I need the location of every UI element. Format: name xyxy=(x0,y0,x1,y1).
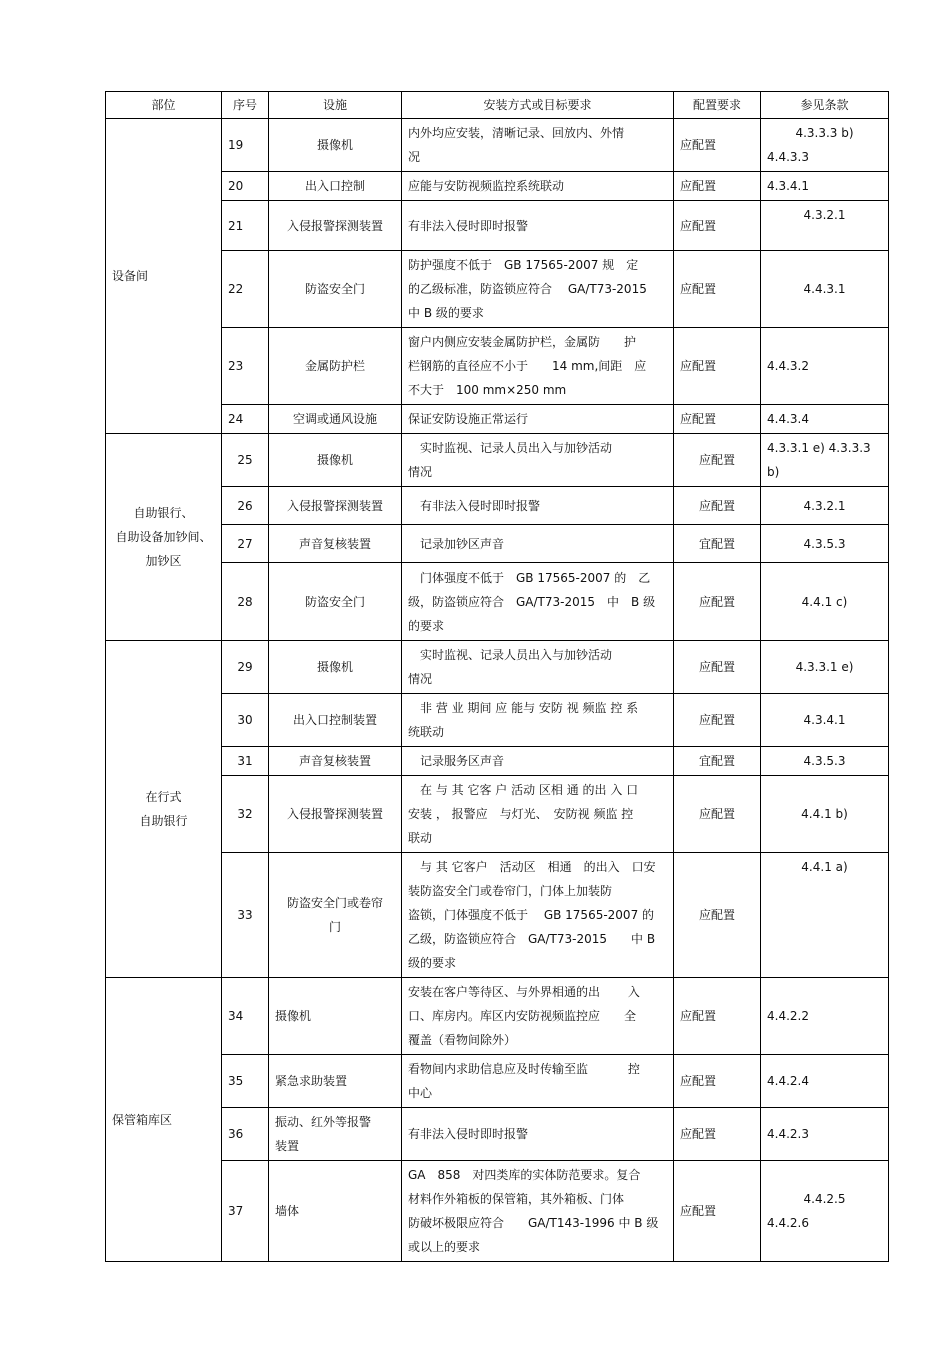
requirement-line: 情况 xyxy=(408,465,433,479)
requirement-line: 盗锁，门体强度不低于 GB 17565-2007 的 xyxy=(408,908,655,922)
requirement-line: 门体强度不低于 GB 17565-2007 的 乙 xyxy=(408,570,651,585)
facility-cell xyxy=(269,641,402,694)
reference-line: 4.4.3.3 xyxy=(767,150,809,164)
table-row xyxy=(106,119,889,172)
area-line: 自助银行、 xyxy=(133,506,194,520)
config-cell: 应配置 xyxy=(674,1161,761,1262)
facility-cell xyxy=(269,1055,402,1108)
requirement-line: 安装在客户等待区、与外界相通的出 入 xyxy=(408,985,640,999)
requirement-line: 的要求 xyxy=(408,618,445,633)
requirement-line: 看物间内求助信息应及时传输至监 控 xyxy=(408,1062,640,1076)
requirement-line: 不大于 100 mm×250 mm xyxy=(408,383,567,397)
reference-line: 4.4.1 b) xyxy=(801,807,848,821)
facility-cell xyxy=(269,776,402,853)
area-cell xyxy=(106,641,222,978)
requirement-line: 防护强度不低于 GB 17565-2007 规 定 xyxy=(408,258,639,272)
facility-line: 摄像机 xyxy=(316,138,353,152)
reference-cell xyxy=(761,853,889,978)
facility-line: 入侵报警探测装置 xyxy=(286,498,383,513)
number-cell: 33 xyxy=(222,853,269,978)
number-cell: 34 xyxy=(222,978,269,1055)
requirement-line: 覆盖（看物间除外） xyxy=(408,1033,517,1047)
area-cell: 保管箱库区 xyxy=(106,978,222,1262)
requirement-line: 与 其 它客户 活动区 相通 的出入 口安 xyxy=(408,860,656,874)
reference-line: 4.3.5.3 xyxy=(803,754,846,768)
reference-line: 4.3.2.1 xyxy=(803,208,846,222)
facility-cell xyxy=(269,1161,402,1262)
requirement-cell xyxy=(402,978,674,1055)
facility-cell xyxy=(269,487,402,525)
requirement-line: 中 B 级的要求 xyxy=(408,306,484,320)
number-cell: 23 xyxy=(222,328,269,405)
requirement-line: 级，防盗锁应符合 GA/T73-2015 中 B 级 xyxy=(408,594,656,609)
requirement-line: 或以上的要求 xyxy=(408,1240,481,1254)
reference-line: 4.3.3.1 e) xyxy=(795,660,854,674)
facility-cell xyxy=(269,201,402,251)
requirement-line: 乙级，防盗锁应符合 GA/T73-2015 中 B xyxy=(408,932,656,946)
table-row xyxy=(106,776,889,853)
reference-cell xyxy=(761,487,889,525)
facility-line: 防盗安全门或卷帘 xyxy=(286,896,383,910)
facility-cell xyxy=(269,405,402,434)
config-cell: 应配置 xyxy=(674,694,761,747)
reference-cell xyxy=(761,694,889,747)
facility-line: 声音复核装置 xyxy=(298,754,371,768)
config-cell: 应配置 xyxy=(674,1055,761,1108)
number-cell: 36 xyxy=(222,1108,269,1161)
header-reference: 参见条款 xyxy=(761,92,889,119)
facility-cell xyxy=(269,978,402,1055)
requirement-line: 的乙级标准，防盗锁应符合 GA/T73-2015 xyxy=(408,282,647,296)
requirement-cell xyxy=(402,487,674,525)
security-spec-table xyxy=(105,91,889,1262)
number-cell: 28 xyxy=(222,563,269,641)
facility-line: 墙体 xyxy=(275,1204,300,1218)
requirement-line: 实时监视、记录人员出入与加钞活动 xyxy=(408,648,613,662)
requirement-cell xyxy=(402,1055,674,1108)
reference-cell xyxy=(761,328,889,405)
number-cell: 26 xyxy=(222,487,269,525)
requirement-cell xyxy=(402,251,674,328)
reference-line: 4.4.2.5 xyxy=(803,1192,846,1206)
requirement-cell xyxy=(402,1161,674,1262)
table-row xyxy=(106,251,889,328)
facility-line: 入侵报警探测装置 xyxy=(286,218,383,233)
reference-cell xyxy=(761,201,889,251)
requirement-line: 栏钢筋的直径应不小于 14 mm,间距 应 xyxy=(408,359,647,373)
reference-cell xyxy=(761,978,889,1055)
table-row xyxy=(106,172,889,201)
table-row xyxy=(106,434,889,487)
requirement-line: 有非法入侵时即时报警 xyxy=(408,498,541,513)
requirement-line: 有非法入侵时即时报警 xyxy=(408,1127,529,1141)
table-row xyxy=(106,747,889,776)
config-cell: 应配置 xyxy=(674,251,761,328)
config-cell: 应配置 xyxy=(674,563,761,641)
requirement-cell xyxy=(402,405,674,434)
reference-cell xyxy=(761,172,889,201)
table-row xyxy=(106,487,889,525)
config-cell: 应配置 xyxy=(674,978,761,1055)
requirement-line: 应能与安防视频监控系统联动 xyxy=(408,179,565,193)
area-cell: 设备间 xyxy=(106,119,222,434)
table-row xyxy=(106,641,889,694)
config-cell: 应配置 xyxy=(674,405,761,434)
requirement-line: 内外均应安装，清晰记录、回放内、外情 xyxy=(408,126,625,140)
number-cell: 30 xyxy=(222,694,269,747)
requirement-line: 安装 ， 报警应 与灯光、 安防视 频监 控 xyxy=(408,807,634,821)
requirement-line: 材料作外箱板的保管箱，其外箱板、门体 xyxy=(408,1192,625,1206)
reference-cell xyxy=(761,1161,889,1262)
table-row xyxy=(106,694,889,747)
number-cell: 31 xyxy=(222,747,269,776)
reference-line: 4.3.4.1 xyxy=(803,713,846,727)
number-cell: 22 xyxy=(222,251,269,328)
reference-cell xyxy=(761,1108,889,1161)
facility-line: 门 xyxy=(328,920,341,934)
reference-line: 4.4.1 c) xyxy=(801,594,848,609)
config-cell: 应配置 xyxy=(674,641,761,694)
reference-cell xyxy=(761,563,889,641)
number-cell: 35 xyxy=(222,1055,269,1108)
facility-cell xyxy=(269,1108,402,1161)
config-cell: 应配置 xyxy=(674,201,761,251)
requirement-cell xyxy=(402,172,674,201)
facility-cell xyxy=(269,172,402,201)
requirement-line: 口、库房内。库区内安防视频监控应 全 xyxy=(408,1009,637,1023)
facility-cell xyxy=(269,694,402,747)
area-line: 在行式 xyxy=(145,790,182,804)
reference-line: 4.4.3.1 xyxy=(803,282,846,296)
number-cell: 25 xyxy=(222,434,269,487)
config-cell: 宜配置 xyxy=(674,747,761,776)
requirement-line: 级的要求 xyxy=(408,956,457,970)
reference-line: 4.3.4.1 xyxy=(767,179,809,193)
requirement-cell xyxy=(402,776,674,853)
facility-line: 防盗安全门 xyxy=(304,594,365,609)
reference-line: 4.4.2.2 xyxy=(767,1009,809,1023)
requirement-line: 记录加钞区声音 xyxy=(408,536,505,551)
table-row xyxy=(106,405,889,434)
requirement-line: 窗户内侧应安装金属防护栏，金属防 护 xyxy=(408,335,637,349)
facility-line: 出入口控制装置 xyxy=(292,713,377,727)
facility-cell xyxy=(269,251,402,328)
requirement-cell xyxy=(402,853,674,978)
number-cell: 29 xyxy=(222,641,269,694)
reference-line: 4.4.1 a) xyxy=(801,860,848,874)
area-cell xyxy=(106,434,222,641)
facility-cell xyxy=(269,119,402,172)
number-cell: 37 xyxy=(222,1161,269,1262)
facility-cell xyxy=(269,853,402,978)
requirement-line: 有非法入侵时即时报警 xyxy=(408,218,529,233)
facility-line: 声音复核装置 xyxy=(298,536,371,551)
requirement-cell xyxy=(402,434,674,487)
table-row xyxy=(106,1161,889,1262)
requirement-line: 况 xyxy=(408,150,421,164)
reference-line: 4.4.3.4 xyxy=(767,412,809,426)
facility-cell xyxy=(269,525,402,563)
reference-line: 4.3.2.1 xyxy=(803,498,846,513)
requirement-line: 防破坏极限应符合 GA/T143-1996 中 B 级 xyxy=(408,1216,659,1230)
config-cell: 应配置 xyxy=(674,328,761,405)
requirement-line: GA 858 对四类库的实体防范要求。复合 xyxy=(408,1168,641,1182)
reference-cell xyxy=(761,641,889,694)
reference-line: 4.4.2.4 xyxy=(767,1074,809,1088)
config-cell: 应配置 xyxy=(674,776,761,853)
requirement-line: 情况 xyxy=(408,672,433,686)
facility-line: 防盗安全门 xyxy=(304,282,365,296)
facility-line: 入侵报警探测装置 xyxy=(286,807,383,821)
facility-line: 装置 xyxy=(275,1139,300,1153)
requirement-cell xyxy=(402,119,674,172)
facility-line: 金属防护栏 xyxy=(304,359,365,373)
config-cell: 应配置 xyxy=(674,853,761,978)
config-cell: 应配置 xyxy=(674,434,761,487)
table-row xyxy=(106,1055,889,1108)
facility-cell xyxy=(269,747,402,776)
area-line: 自助设备加钞间、 xyxy=(115,530,212,544)
requirement-line: 联动 xyxy=(408,831,433,845)
header-area: 部位 xyxy=(106,92,222,119)
requirement-line: 统联动 xyxy=(408,725,445,739)
reference-cell xyxy=(761,251,889,328)
requirement-cell xyxy=(402,328,674,405)
table-row xyxy=(106,853,889,978)
config-cell: 应配置 xyxy=(674,1108,761,1161)
requirement-cell xyxy=(402,201,674,251)
requirement-cell xyxy=(402,1108,674,1161)
area-line: 自助银行 xyxy=(139,814,188,828)
table-row xyxy=(106,1108,889,1161)
requirement-line: 记录服务区声音 xyxy=(408,754,505,768)
reference-line: 4.4.2.6 xyxy=(767,1216,809,1230)
reference-line: 4.3.3.3 b) xyxy=(795,126,854,140)
requirement-line: 在 与 其 它客 户 活动 区相 通 的出 入 口 xyxy=(408,783,639,797)
facility-line: 出入口控制 xyxy=(304,179,365,193)
number-cell: 19 xyxy=(222,119,269,172)
facility-cell xyxy=(269,328,402,405)
table-row xyxy=(106,201,889,251)
facility-line: 空调或通风设施 xyxy=(292,412,377,426)
header-config: 配置要求 xyxy=(674,92,761,119)
table-row xyxy=(106,563,889,641)
facility-line: 摄像机 xyxy=(316,660,353,674)
number-cell: 27 xyxy=(222,525,269,563)
requirement-line: 装防盗安全门或卷帘门，门体上加装防 xyxy=(408,884,613,898)
header-number: 序号 xyxy=(222,92,269,119)
header-facility: 设施 xyxy=(269,92,402,119)
requirement-cell xyxy=(402,694,674,747)
facility-line: 摄像机 xyxy=(275,1009,312,1023)
facility-cell xyxy=(269,563,402,641)
requirement-line: 实时监视、记录人员出入与加钞活动 xyxy=(408,441,613,455)
reference-line: 4.4.3.2 xyxy=(767,359,809,373)
reference-line: 4.3.5.3 xyxy=(803,536,846,551)
area-line: 加钞区 xyxy=(145,554,182,568)
number-cell: 24 xyxy=(222,405,269,434)
header-requirement: 安装方式或目标要求 xyxy=(402,92,674,119)
requirement-cell xyxy=(402,747,674,776)
facility-cell xyxy=(269,434,402,487)
requirement-cell xyxy=(402,525,674,563)
table-row xyxy=(106,525,889,563)
config-cell: 应配置 xyxy=(674,487,761,525)
config-cell: 宜配置 xyxy=(674,525,761,563)
number-cell: 21 xyxy=(222,201,269,251)
requirement-line: 中心 xyxy=(408,1086,433,1100)
facility-line: 振动、红外等报警 xyxy=(275,1115,372,1129)
facility-line: 紧急求助装置 xyxy=(275,1074,348,1088)
reference-cell xyxy=(761,776,889,853)
requirement-line: 保证安防设施正常运行 xyxy=(408,412,529,426)
requirement-cell xyxy=(402,641,674,694)
config-cell: 应配置 xyxy=(674,119,761,172)
table-header-row xyxy=(106,92,889,119)
number-cell: 32 xyxy=(222,776,269,853)
reference-cell xyxy=(761,525,889,563)
requirement-cell xyxy=(402,563,674,641)
table-row xyxy=(106,978,889,1055)
reference-cell xyxy=(761,119,889,172)
reference-cell xyxy=(761,1055,889,1108)
number-cell: 20 xyxy=(222,172,269,201)
requirement-line: 非 营 业 期间 应 能与 安防 视 频监 控 系 xyxy=(408,701,639,715)
reference-line: 4.3.3.1 e) 4.3.3.3 b) xyxy=(767,441,871,479)
reference-cell xyxy=(761,747,889,776)
facility-line: 摄像机 xyxy=(316,453,353,467)
reference-cell xyxy=(761,405,889,434)
config-cell: 应配置 xyxy=(674,172,761,201)
reference-line: 4.4.2.3 xyxy=(767,1127,809,1141)
table-row xyxy=(106,328,889,405)
reference-cell xyxy=(761,434,889,487)
